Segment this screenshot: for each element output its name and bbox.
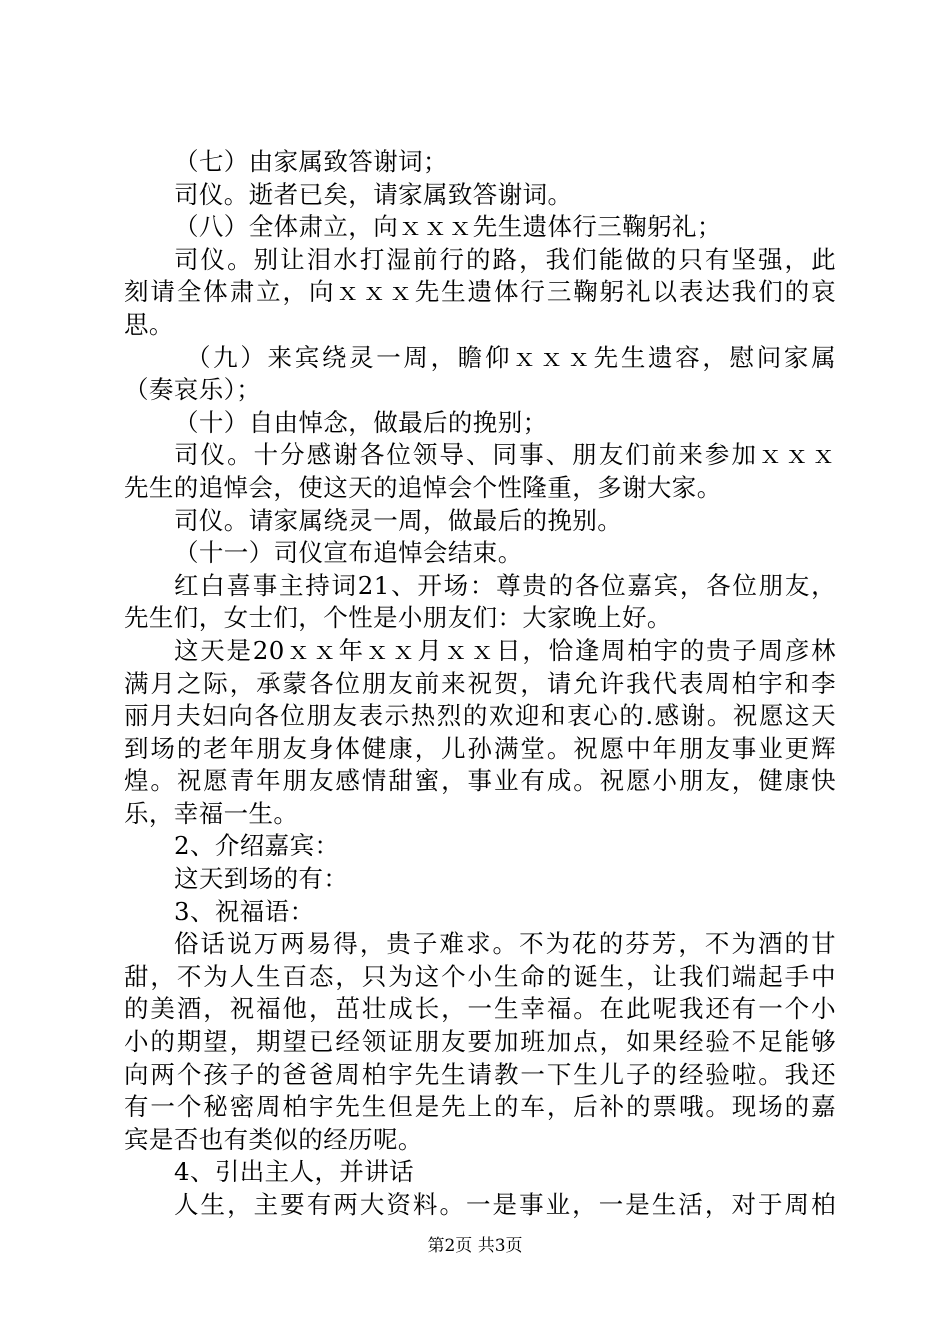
text-line: 有一个秘密周柏宇先生但是先上的车，后补的票哦。现场的嘉	[124, 1092, 836, 1122]
text-line: 俗话说万两易得，贵子难求。不为花的芬芳，不为酒的甘	[174, 929, 836, 959]
text-line: （八）全体肃立，向ｘｘｘ先生遗体行三鞠躬礼；	[174, 212, 722, 242]
text-line: 先生的追悼会，使这天的追悼会个性隆重，多谢大家。	[124, 472, 722, 502]
text-line: 刻请全体肃立，向ｘｘｘ先生遗体行三鞠躬礼以表达我们的哀	[124, 277, 836, 307]
text-line: 的美酒，祝福他，茁壮成长，一生幸福。在此呢我还有一个小	[124, 994, 836, 1024]
text-line: 满月之际，承蒙各位朋友前来祝贺，请允许我代表周柏宇和李	[124, 668, 836, 698]
text-line: 先生们，女士们，个性是小朋友们：大家晚上好。	[124, 603, 672, 633]
text-line: 司仪。请家属绕灵一周，做最后的挽别。	[174, 505, 623, 535]
text-line: 乐，幸福一生。	[124, 798, 299, 828]
text-line: （奏哀乐）；	[124, 375, 262, 405]
text-line: 人生，主要有两大资料。一是事业，一是生活，对于周柏	[174, 1190, 836, 1219]
text-line: （七）由家属致答谢词；	[174, 147, 448, 176]
text-line: 小的期望，期望已经领证朋友要加班加点，如果经验不足能够	[124, 1027, 836, 1057]
text-line: 宾是否也有类似的经历呢。	[124, 1124, 423, 1154]
text-line: （九）来宾绕灵一周，瞻仰ｘｘｘ先生遗容，慰问家属	[186, 342, 836, 372]
text-line: 司仪。别让泪水打湿前行的路，我们能做的只有坚强，此	[174, 244, 836, 274]
text-line: 司仪。逝者已矣，请家属致答谢词。	[174, 179, 573, 209]
text-line: （十一）司仪宣布追悼会结束。	[174, 538, 523, 568]
page-footer: 第2页 共3页	[427, 1236, 523, 1256]
text-line: 丽月夫妇向各位朋友表示热烈的欢迎和衷心的.感谢。祝愿这天	[124, 701, 836, 731]
text-line: 司仪。十分感谢各位领导、同事、朋友们前来参加ｘｘｘ	[174, 440, 836, 470]
text-line: 这天到场的有：	[174, 864, 349, 894]
text-line: 煌。祝愿青年朋友感情甜蜜，事业有成。祝愿小朋友，健康快	[124, 766, 836, 796]
text-line: （十）自由悼念，做最后的挽别；	[174, 407, 548, 437]
text-line: 到场的老年朋友身体健康，儿孙满堂。祝愿中年朋友事业更辉	[124, 733, 836, 763]
document-body	[124, 146, 836, 1222]
text-line: 甜，不为人生百态，只为这个小生命的诞生，让我们端起手中	[124, 961, 836, 991]
text-line: 向两个孩子的爸爸周柏宇先生请教一下生儿子的经验啦。我还	[124, 1059, 836, 1089]
text-line: 2、介绍嘉宾：	[174, 831, 340, 861]
text-line: 4、引出主人，并讲话	[174, 1157, 415, 1187]
text-line: 这天是20ｘｘ年ｘｘ月ｘｘ日，恰逢周柏宇的贵子周彦林	[174, 635, 836, 665]
text-line: 3、祝福语：	[174, 896, 315, 926]
text-line: 红白喜事主持词21、开场：尊贵的各位嘉宾，各位朋友，	[174, 570, 836, 600]
text-line: 思。	[124, 309, 174, 339]
